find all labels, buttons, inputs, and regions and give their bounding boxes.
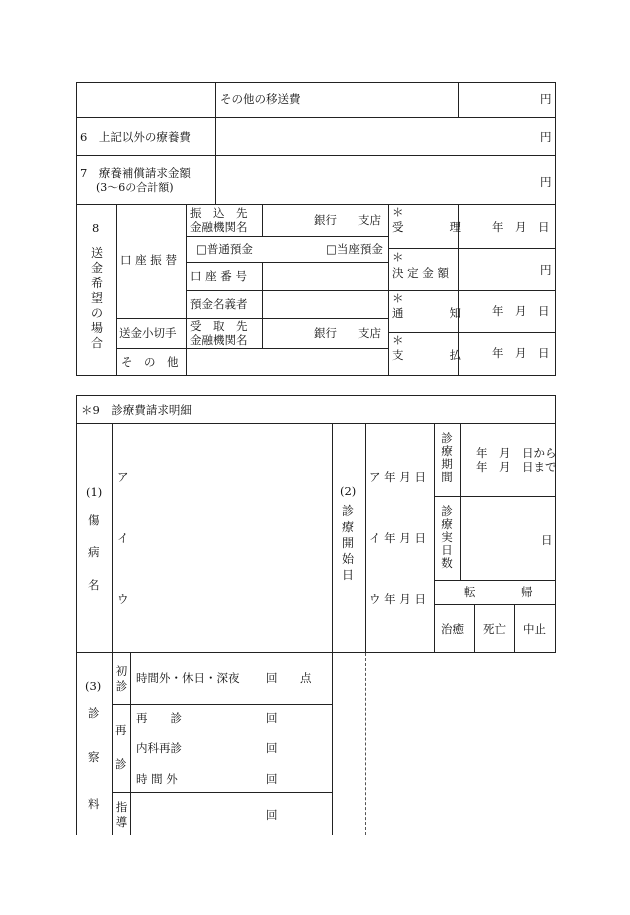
outcome-stopped[interactable]: 中止 bbox=[523, 622, 546, 636]
branch-unit: 支店 bbox=[358, 326, 381, 340]
decided-amount-label: 決 定 金 額 bbox=[392, 266, 449, 280]
yen-unit: 円 bbox=[540, 263, 552, 277]
claim-detail-title: ＊9 診療費請求明細 bbox=[81, 403, 192, 417]
times-unit: 回 bbox=[266, 711, 278, 725]
section8-number: 8 bbox=[92, 221, 100, 235]
section3-number: (3) bbox=[85, 679, 102, 693]
receipt-date: 年 月 日 bbox=[492, 220, 550, 234]
first-visit-item: 時間外・休日・深夜 bbox=[136, 671, 240, 685]
period-to: 年 月 日まで bbox=[476, 460, 557, 474]
times-unit: 回 bbox=[266, 772, 278, 786]
treatment-period-label: 診 療 期 間 bbox=[441, 431, 453, 484]
notice-label: 通 知 bbox=[392, 306, 461, 320]
outcome-right: 帰 bbox=[521, 585, 533, 599]
asterisk-mark: ＊ bbox=[392, 333, 404, 347]
times-unit: 回 bbox=[266, 671, 278, 685]
section3-char: 察 bbox=[88, 750, 100, 764]
row6-label: 6 上記以外の療養費 bbox=[80, 130, 191, 144]
internal-revisit-item: 内科再診 bbox=[136, 741, 182, 755]
payment-label: 支 払 bbox=[392, 348, 461, 362]
account-number-label: 口 座 番 号 bbox=[190, 269, 247, 283]
guidance-label: 指 導 bbox=[115, 800, 128, 829]
times-unit: 回 bbox=[266, 808, 278, 822]
day-unit: 日 bbox=[541, 533, 553, 547]
asterisk-mark: ＊ bbox=[392, 250, 404, 264]
section1-char: 傷 bbox=[88, 513, 100, 527]
disease-i-label: イ bbox=[117, 531, 129, 545]
section1-number: (1) bbox=[86, 485, 103, 499]
bank-unit: 銀行 bbox=[314, 213, 337, 227]
account-holder-label: 預金名義者 bbox=[190, 297, 248, 311]
receipt-label: 受 理 bbox=[392, 220, 461, 234]
first-visit-label: 初 診 bbox=[115, 664, 128, 693]
section1-char: 病 bbox=[88, 545, 100, 559]
times-unit: 回 bbox=[266, 741, 278, 755]
account-transfer-label: 口 座 振 替 bbox=[120, 253, 177, 267]
other-method-label: そ の 他 bbox=[121, 355, 179, 369]
section2-vertical-label: 診 療 開 始 日 bbox=[341, 504, 354, 582]
outcome-left: 転 bbox=[464, 585, 476, 599]
asterisk-mark: ＊ bbox=[392, 291, 404, 305]
start-date-a: ア 年 月 日 bbox=[369, 470, 426, 484]
row7-label: 7 療養補償請求金額 bbox=[80, 166, 191, 180]
bank-unit: 銀行 bbox=[314, 326, 337, 340]
revisit-char: 診 bbox=[115, 757, 127, 771]
section3-char: 料 bbox=[88, 797, 100, 811]
row7-sub: (3〜6の合計額) bbox=[96, 181, 174, 194]
receive-bank-line2: 金融機関名 bbox=[190, 333, 248, 347]
start-date-u: ウ 年 月 日 bbox=[369, 592, 426, 606]
check-label: 送金小切手 bbox=[119, 326, 177, 340]
outcome-death[interactable]: 死亡 bbox=[483, 622, 506, 636]
section8-vertical-label: 送 金 希 望 の 場 合 bbox=[90, 246, 103, 350]
yen-unit: 円 bbox=[540, 175, 552, 189]
current-deposit-checkbox[interactable]: □当座預金 bbox=[326, 242, 383, 256]
receive-bank-line1: 受 取 先 bbox=[190, 319, 248, 333]
yen-unit: 円 bbox=[540, 92, 552, 106]
disease-u-label: ウ bbox=[117, 592, 129, 606]
section2-number: (2) bbox=[340, 484, 357, 498]
period-from: 年 月 日から bbox=[476, 446, 557, 460]
revisit-item: 再 診 bbox=[136, 711, 182, 725]
section1-char: 名 bbox=[88, 578, 100, 592]
points-unit: 点 bbox=[300, 671, 312, 685]
bank-label-line1: 振 込 先 bbox=[190, 206, 248, 220]
notice-date: 年 月 日 bbox=[492, 304, 550, 318]
disease-a-label: ア bbox=[117, 470, 129, 484]
bank-label-line2: 金融機関名 bbox=[190, 220, 248, 234]
outcome-cured[interactable]: 治癒 bbox=[441, 622, 464, 636]
after-hours-item: 時 間 外 bbox=[136, 772, 178, 786]
treatment-days-label: 診 療 実 日 数 bbox=[441, 504, 453, 570]
branch-unit: 支店 bbox=[358, 213, 381, 227]
payment-date: 年 月 日 bbox=[492, 346, 550, 360]
account-number-field[interactable] bbox=[263, 263, 387, 289]
other-transport-label: その他の移送費 bbox=[220, 92, 301, 106]
ordinary-deposit-checkbox[interactable]: □普通預金 bbox=[196, 242, 253, 256]
account-holder-field[interactable] bbox=[263, 291, 387, 317]
asterisk-mark: ＊ bbox=[392, 205, 404, 219]
start-date-i: イ 年 月 日 bbox=[369, 531, 426, 545]
section3-char: 診 bbox=[88, 706, 100, 720]
yen-unit: 円 bbox=[540, 130, 552, 144]
revisit-char: 再 bbox=[115, 723, 127, 737]
